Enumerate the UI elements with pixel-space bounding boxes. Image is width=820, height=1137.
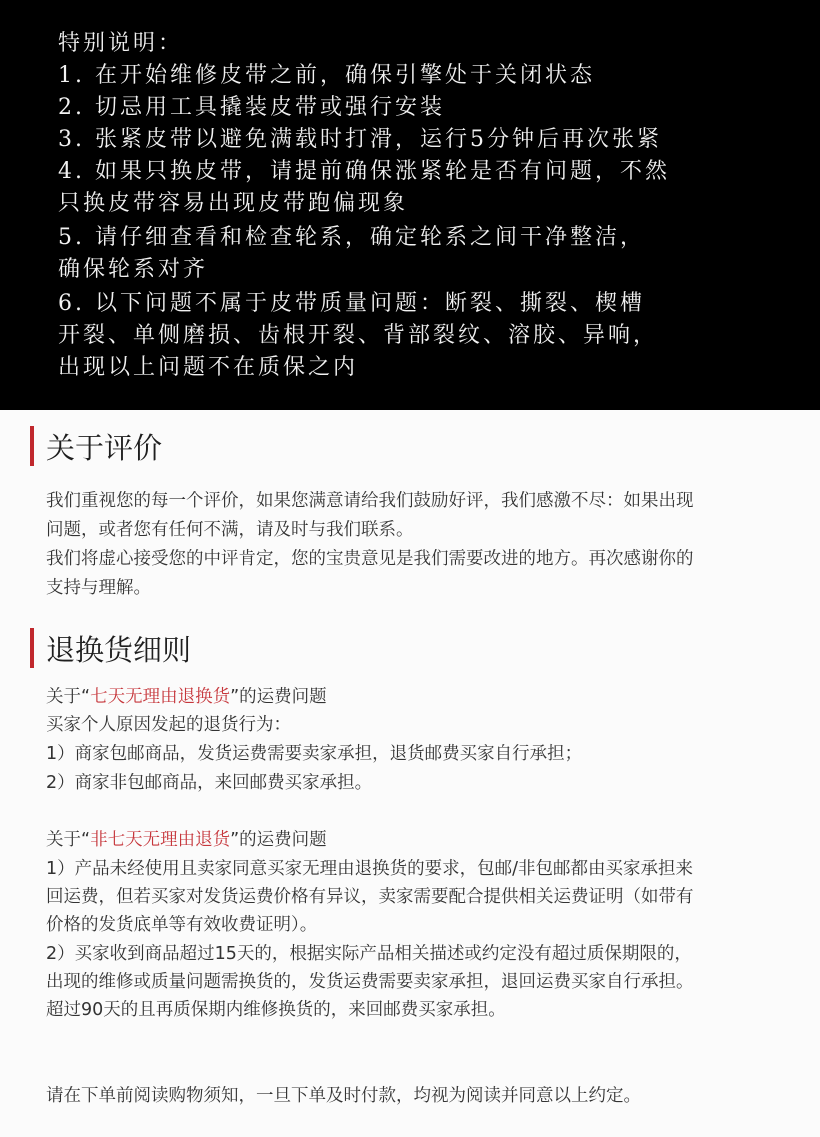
seven-day-suffix: ”的运费问题	[230, 687, 327, 707]
seven-day-line: 买家个人原因发起的退货行为：	[46, 715, 291, 735]
review-line: 问题，或者您有任何不满，请及时与我们联系。	[46, 520, 414, 540]
non-seven-day-highlight: 非七天无理由退货	[90, 830, 231, 850]
non-seven-day-line: 2）买家收到商品超过15天的，根据实际产品相关描述或约定没有超过质保期限的，	[46, 944, 692, 964]
notice-line: 6. 以下问题不属于皮带质量问题：断裂、撕裂、楔槽	[58, 291, 645, 316]
non-seven-day-heading	[46, 826, 327, 851]
non-seven-day-suffix: ”的运费问题	[230, 830, 327, 850]
seven-day-line: 2）商家非包邮商品，来回邮费买家承担。	[46, 773, 373, 793]
section-accent-bar	[30, 628, 34, 668]
review-line: 我们重视您的每一个评价，如果您满意请给我们鼓励好评，我们感激不尽：如果出现	[46, 491, 694, 511]
seven-day-line: 1）商家包邮商品，发货运费需要卖家承担，退货邮费买家自行承担；	[46, 744, 583, 764]
notice-line: 只换皮带容易出现皮带跑偏现象	[58, 191, 409, 216]
footer-note: 请在下单前阅读购物须知，一旦下单及时付款，均视为阅读并同意以上约定。	[46, 1086, 641, 1106]
returns-title-text: 退换货细则	[46, 632, 192, 667]
seven-day-prefix: 关于“	[46, 687, 91, 707]
section-accent-bar	[30, 426, 34, 466]
non-seven-day-line: 1）产品未经使用且卖家同意买家无理由退换货的要求，包邮/非包邮都由买家承担来	[46, 859, 694, 879]
notice-line: 1. 在开始维修皮带之前，确保引擎处于关闭状态	[58, 63, 595, 88]
notice-line: 确保轮系对齐	[58, 257, 209, 282]
notice-heading: 特别说明：	[58, 31, 184, 56]
returns-section-title	[30, 626, 191, 670]
non-seven-day-line: 回运费，但若买家对发货运费价格有异议，卖家需要配合提供相关运费证明（如带有	[46, 887, 694, 907]
non-seven-day-line: 出现的维修或质量问题需换货的，发货运费需要卖家承担，退回运费买家自行承担。	[46, 972, 694, 992]
review-line: 我们将虚心接受您的中评肯定，您的宝贵意见是我们需要改进的地方。再次感谢你的	[46, 549, 694, 569]
seven-day-highlight: 七天无理由退换货	[90, 687, 231, 707]
notice-line: 5. 请仔细查看和检查轮系，确定轮系之间干净整洁，	[58, 225, 645, 250]
review-section-title	[30, 424, 162, 468]
notice-line: 3. 张紧皮带以避免满载时打滑，运行5分钟后再次张紧	[58, 127, 662, 152]
notice-line: 出现以上问题不在质保之内	[58, 355, 359, 380]
notice-panel	[0, 0, 820, 410]
non-seven-day-line: 价格的发货底单等有效收费证明）。	[46, 915, 318, 935]
non-seven-day-prefix: 关于“	[46, 830, 91, 850]
notice-line: 开裂、单侧磨损、齿根开裂、背部裂纹、溶胶、异响，	[58, 323, 659, 348]
review-line: 支持与理解。	[46, 578, 151, 598]
notice-line: 4. 如果只换皮带，请提前确保涨紧轮是否有问题，不然	[58, 159, 670, 184]
non-seven-day-line: 超过90天的且再质保期内维修换货的，来回邮费买家承担。	[46, 1000, 506, 1020]
review-title-text: 关于评价	[46, 430, 163, 465]
notice-line: 2. 切忌用工具撬装皮带或强行安装	[58, 95, 445, 120]
seven-day-heading	[46, 683, 327, 708]
